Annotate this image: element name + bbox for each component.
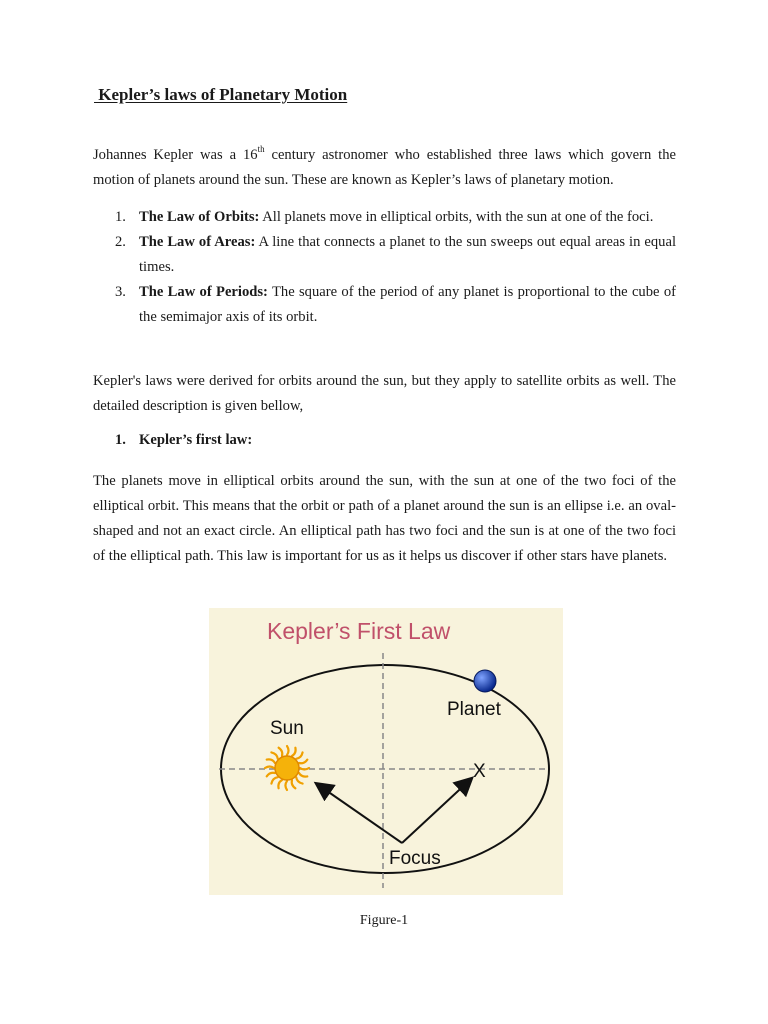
planet-label: Planet xyxy=(447,699,501,720)
intro-superscript: th xyxy=(257,144,265,155)
law-item-areas xyxy=(115,230,676,280)
law-text: All planets move in elliptical orbits, with the sun at one of the foci. xyxy=(259,209,654,225)
figure-caption: Figure-1 xyxy=(359,913,409,928)
x-focus-label: X xyxy=(473,761,486,782)
intro-text-end: century astronomer who established three laws which govern the motion of planets around the sun. These are known as Kepler’s laws of planetary motion. xyxy=(93,147,676,188)
law-item-periods xyxy=(115,280,676,330)
orbits-paragraph: Kepler's laws were derived for orbits around the sun, but they apply to satellite orbits as well. The detailed description is given bellow, xyxy=(93,373,676,414)
laws-list xyxy=(115,205,676,330)
document-title: Kepler’s laws of Planetary Motion xyxy=(94,85,348,104)
kepler-first-law-figure xyxy=(209,608,563,895)
sun-label: Sun xyxy=(270,718,304,739)
law-number: 3. xyxy=(115,284,126,300)
section-heading-text: Kepler’s first law: xyxy=(139,432,253,448)
law-number: 2. xyxy=(115,234,126,250)
law-label: The Law of Orbits: xyxy=(139,209,260,225)
law-text: A line that connects a planet to the sun sweeps out equal areas in equal times. xyxy=(139,234,676,275)
planet-icon xyxy=(474,670,496,692)
figure-title: Kepler’s First Law xyxy=(267,618,451,644)
first-law-paragraph: The planets move in elliptical orbits around the sun, with the sun at one of the two foci of the elliptical orbit. This means that the orbit or path of a planet around the sun is an ellipse i.e. an oval-shaped and not an exact circle. An elliptical path has two foci and the sun is at one of the two foci of the elliptical path. This law is important for us as it helps us discover if other stars have planets. xyxy=(93,473,676,564)
law-number: 1. xyxy=(115,209,126,225)
law-item-orbits xyxy=(115,205,676,230)
figure-background xyxy=(209,608,563,895)
intro-paragraph xyxy=(93,143,676,193)
figure-diagram xyxy=(209,608,563,895)
law-label: The Law of Periods: xyxy=(139,284,268,300)
section-number: 1. xyxy=(115,432,126,448)
focus-label: Focus xyxy=(389,848,441,869)
section-heading-first-law xyxy=(115,432,252,449)
law-text: The square of the period of any planet is proportional to the cube of the semimajor axis of its orbit. xyxy=(139,284,676,325)
law-label: The Law of Areas: xyxy=(139,234,256,250)
intro-text-start: Johannes Kepler was a 16 xyxy=(93,147,258,163)
